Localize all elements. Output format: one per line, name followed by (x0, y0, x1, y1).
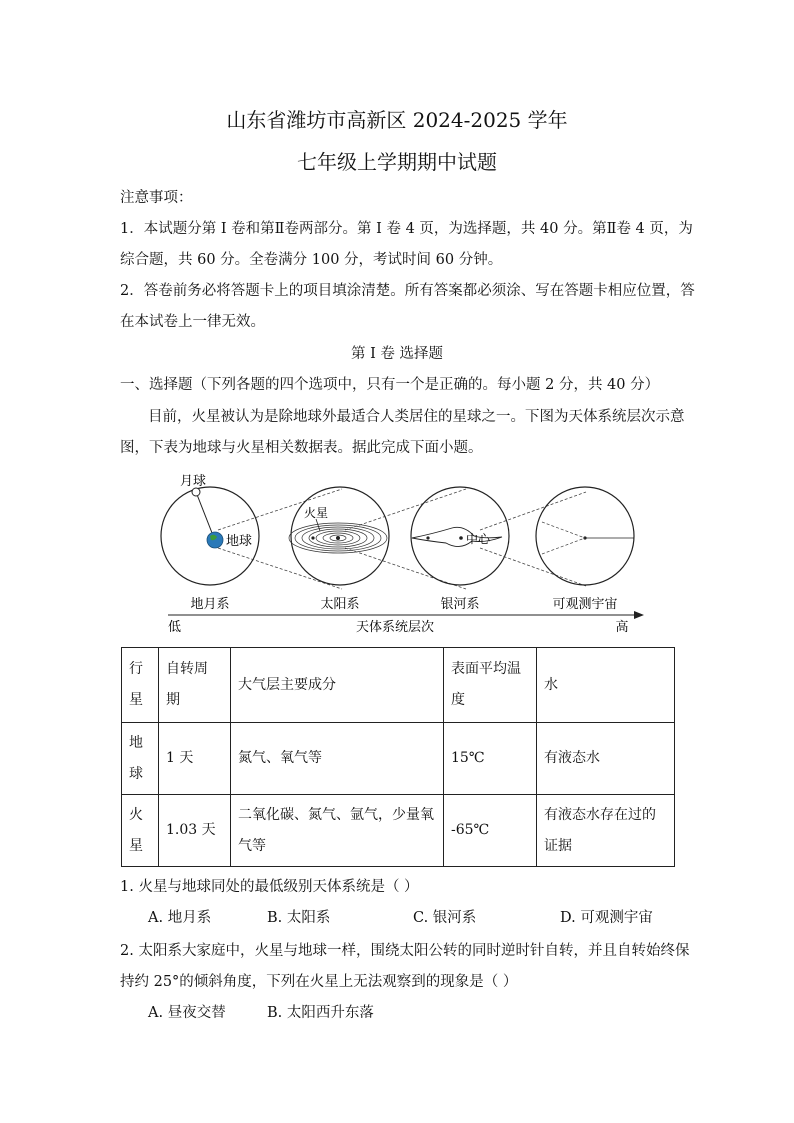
question-2-stem-line1: 2. 太阳系大家庭中，火星与地球一样，围绕太阳公转的同时逆时针自转，并且自转始终保 (120, 943, 690, 959)
cell-period: 1.03 天 (159, 795, 231, 867)
system-label-earth-moon: 地月系 (190, 597, 230, 612)
intro-line2: 图，下表为地球与火星相关数据表。据此完成下面小题。 (120, 440, 483, 456)
sun-icon (336, 536, 340, 540)
axis-arrow-icon (634, 611, 644, 619)
table-row (122, 795, 675, 867)
system-label-milky-way: 银河系 (440, 597, 480, 612)
intro-line1: 目前，火星被认为是除地球外最适合人类居住的星球之一。下图为天体系统层次示意 (148, 409, 685, 425)
cell-atmosphere: 二氧化碳、氮气、氩气，少量氧 气等 (231, 795, 444, 867)
milky-way-circle (411, 487, 509, 585)
observable-universe-circle (536, 487, 634, 585)
earth-label: 地球 (226, 534, 253, 549)
axis-low-label: 低 (168, 620, 182, 635)
section-title: 第 I 卷 选择题 (350, 346, 444, 362)
center-label: 中心 (466, 532, 491, 546)
exam-title-line1: 山东省潍坊市高新区 2024-2025 学年 (226, 108, 568, 132)
notice-heading: 注意事项： (120, 190, 193, 206)
axis-high-label: 高 (615, 620, 629, 635)
header-planet: 行 星 (122, 648, 159, 723)
zoom-line (480, 548, 586, 586)
moon-orbit-line (196, 492, 214, 538)
header-atmosphere: 大气层主要成分 (231, 648, 444, 723)
question-2-stem-line2: 持约 25°的倾斜角度，下列在火星上无法观察到的现象是（ ） (120, 974, 518, 990)
cell-period: 1 天 (159, 723, 231, 795)
question-1-option-d: D. 可观测宇宙 (560, 910, 653, 926)
earth-dot (311, 536, 314, 539)
question-2-option-b: B. 太阳西升东落 (267, 1005, 374, 1021)
zoom-line (345, 489, 466, 530)
solar-position-dot (426, 536, 429, 539)
question-1-option-b: B. 太阳系 (267, 910, 331, 926)
cell-atmosphere: 氮气、氧气等 (231, 723, 444, 795)
question-2-option-a: A. 昼夜交替 (148, 1005, 226, 1021)
planet-data-table (121, 647, 675, 867)
axis-title: 天体系统层次 (355, 620, 435, 635)
zoom-line (480, 492, 586, 530)
system-label-solar: 太阳系 (320, 597, 360, 612)
mars-label: 火星 (304, 506, 329, 520)
zoom-line (218, 548, 342, 589)
header-rotation: 自转周 期 (159, 648, 231, 723)
exam-title-line2: 七年级上学期期中试题 (297, 150, 497, 174)
section-instruction: 一、选择题（下列各题的四个选项中，只有一个是正确的。每小题 2 分，共 40 分） (120, 377, 660, 393)
cell-temperature: -65℃ (444, 795, 537, 867)
celestial-system-diagram (150, 468, 650, 640)
system-label-universe: 可观测宇宙 (552, 597, 618, 612)
cell-planet: 地 球 (122, 723, 159, 795)
zoom-line (345, 548, 466, 589)
notice-item1-line1: 1．本试题分第 I 卷和第Ⅱ卷两部分。第 I 卷 4 页，为选择题，共 40 分。第Ⅱ卷 4 页，为 (120, 221, 693, 237)
solar-system-circle (291, 487, 389, 585)
question-1-option-c: C. 银河系 (413, 910, 477, 926)
cell-temperature: 15℃ (444, 723, 537, 795)
question-1-option-a: A. 地月系 (148, 910, 212, 926)
notice-item2-line2: 在本试卷上一律无效。 (120, 314, 265, 330)
cell-water: 有液态水存在过的 证据 (537, 795, 675, 867)
moon-icon (192, 488, 200, 496)
header-temperature: 表面平均温 度 (444, 648, 537, 723)
moon-label: 月球 (180, 474, 207, 489)
header-water: 水 (537, 648, 675, 723)
table-header-row (122, 648, 675, 723)
cell-water: 有液态水 (537, 723, 675, 795)
notice-item2-line1: 2．答卷前务必将答题卡上的项目填涂清楚。所有答案都必须涂、写在答题卡相应位置，答 (120, 283, 695, 299)
galaxy-center-dot (459, 536, 463, 540)
table-row (122, 723, 675, 795)
zoom-line (542, 522, 585, 538)
notice-item1-line2: 综合题，共 60 分。全卷满分 100 分，考试时间 60 分钟。 (120, 252, 503, 268)
question-1-stem: 1. 火星与地球同处的最低级别天体系统是（ ） (120, 879, 419, 895)
cell-planet: 火 星 (122, 795, 159, 867)
zoom-line (542, 538, 585, 554)
earth-icon (207, 532, 223, 548)
